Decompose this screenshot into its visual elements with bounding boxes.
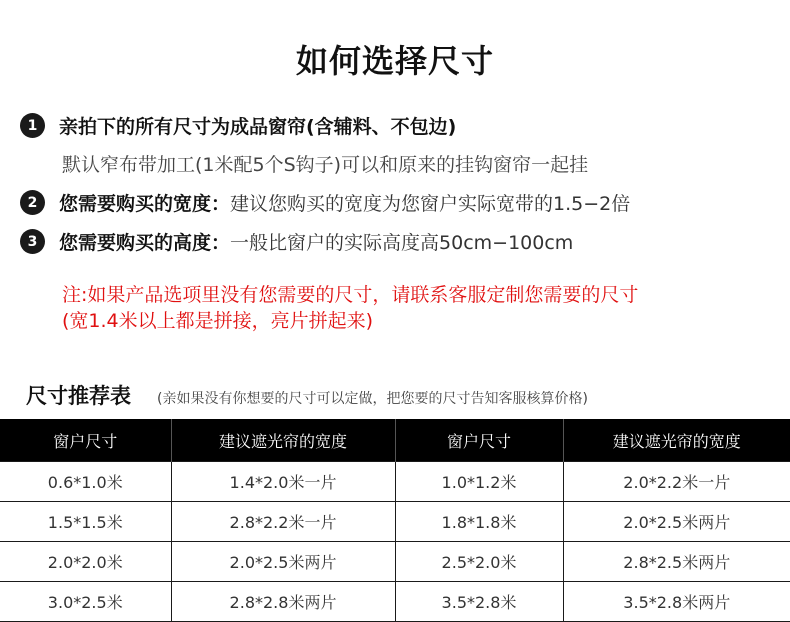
table-cell: 2.0*2.5米两片: [171, 542, 395, 582]
note-line: (宽1.4米以上都是拼接，亮片拼起来): [62, 310, 374, 332]
table-cell: 3.5*2.8米: [395, 582, 563, 622]
table-cell: 3.5*2.8米两片: [563, 582, 790, 622]
column-header: 建议遮光帘的宽度: [563, 419, 790, 462]
step-2-text: 建议您购买的宽度为您窗户实际宽带的1.5−2倍: [230, 193, 631, 215]
table-cell: 2.5*2.0米: [395, 542, 563, 582]
table-row: [0, 542, 790, 582]
note-line: 注:如果产品选项里没有您需要的尺寸，请联系客服定制您需要的尺寸: [62, 284, 639, 306]
custom-size-note: [62, 282, 638, 334]
step-3-text: 一般比窗户的实际高度高50cm−100cm: [230, 232, 574, 254]
table-cell: 0.6*1.0米: [0, 462, 171, 502]
processing-note: 默认窄布带加工(1米配5个S钩子)可以和原来的挂钩窗帘一起挂: [62, 154, 589, 176]
size-table-subtitle: (亲如果没有你想要的尺寸可以定做，把您要的尺寸告知客服核算价格): [157, 391, 588, 407]
step-number-badge: 1: [20, 113, 45, 138]
step-2-label: 您需要购买的宽度：: [59, 193, 231, 215]
table-cell: 1.0*1.2米: [395, 462, 563, 502]
column-header: 建议遮光帘的宽度: [171, 419, 395, 462]
table-cell: 3.0*2.5米: [0, 582, 171, 622]
size-table-header: [26, 380, 588, 410]
size-table-title: 尺寸推荐表: [26, 384, 131, 408]
table-cell: 1.5*1.5米: [0, 502, 171, 542]
table-header-row: [0, 419, 790, 462]
step-2: [20, 189, 630, 216]
table-cell: 2.8*2.5米两片: [563, 542, 790, 582]
table-row: [0, 582, 790, 622]
step-1-label: 亲拍下的所有尺寸为成品窗帘(含辅料、不包边): [59, 116, 457, 138]
step-3: [20, 228, 573, 255]
size-recommendation-table: [0, 419, 790, 622]
step-number-badge: 2: [20, 190, 45, 215]
step-1: [20, 112, 456, 139]
table-cell: 2.8*2.2米一片: [171, 502, 395, 542]
table-cell: 2.0*2.0米: [0, 542, 171, 582]
step-3-label: 您需要购买的高度：: [59, 232, 231, 254]
column-header: 窗户尺寸: [0, 419, 171, 462]
table-cell: 1.4*2.0米一片: [171, 462, 395, 502]
step-number-badge: 3: [20, 229, 45, 254]
page-title: 如何选择尺寸: [295, 42, 494, 80]
table-cell: 1.8*1.8米: [395, 502, 563, 542]
table-cell: 2.8*2.8米两片: [171, 582, 395, 622]
table-cell: 2.0*2.2米一片: [563, 462, 790, 502]
column-header: 窗户尺寸: [395, 419, 563, 462]
table-cell: 2.0*2.5米两片: [563, 502, 790, 542]
table-row: [0, 462, 790, 502]
table-row: [0, 502, 790, 542]
